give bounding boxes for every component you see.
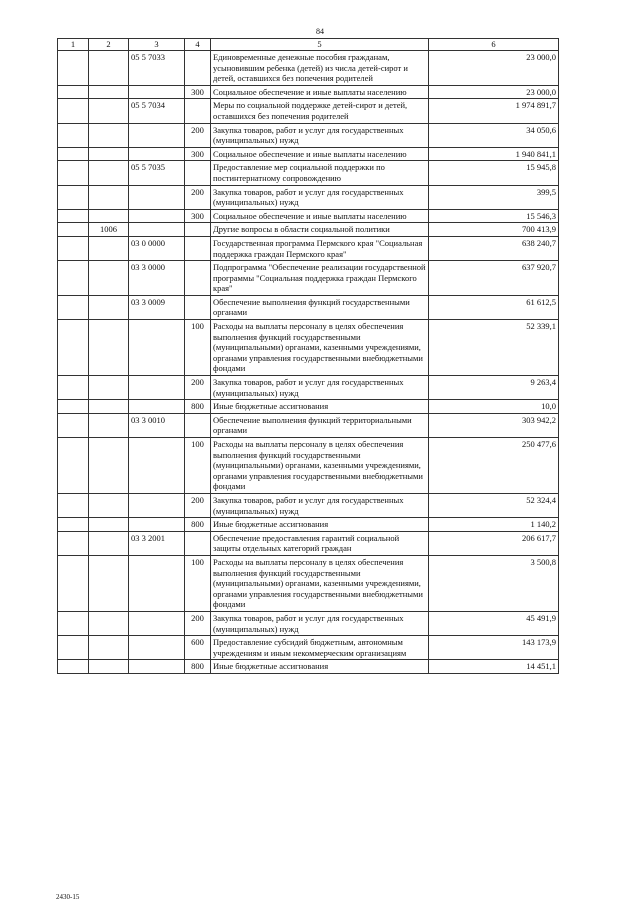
item-description: Закупка товаров, работ и услуг для государственных (муниципальных) нужд xyxy=(211,123,429,147)
expense-type-code xyxy=(185,236,211,260)
expense-type-code: 600 xyxy=(185,636,211,660)
item-description: Социальное обеспечение и иные выплаты населению xyxy=(211,85,429,99)
item-description: Закупка товаров, работ и услуг для государственных (муниципальных) нужд xyxy=(211,376,429,400)
item-description: Обеспечение предоставления гарантий социальной защиты отдельных категорий граждан xyxy=(211,531,429,555)
amount-value: 3 500,8 xyxy=(429,555,559,611)
cell-col1 xyxy=(58,438,89,494)
section-code xyxy=(89,438,129,494)
expense-type-code: 200 xyxy=(185,493,211,517)
amount-value: 23 000,0 xyxy=(429,51,559,86)
cell-col1 xyxy=(58,99,89,123)
amount-value: 206 617,7 xyxy=(429,531,559,555)
section-code xyxy=(89,660,129,674)
amount-value: 52 339,1 xyxy=(429,320,559,376)
target-article-code: 05 5 7034 xyxy=(129,99,185,123)
expense-type-code xyxy=(185,161,211,185)
cell-col1 xyxy=(58,413,89,437)
table-row xyxy=(58,99,559,123)
target-article-code xyxy=(129,555,185,611)
target-article-code: 05 5 7035 xyxy=(129,161,185,185)
item-description: Иные бюджетные ассигнования xyxy=(211,400,429,414)
section-code xyxy=(89,493,129,517)
item-description: Меры по социальной поддержке детей-сирот и детей, оставшихся без попечения родителей xyxy=(211,99,429,123)
table-row xyxy=(58,531,559,555)
section-code xyxy=(89,320,129,376)
expense-type-code: 100 xyxy=(185,555,211,611)
amount-value: 303 942,2 xyxy=(429,413,559,437)
amount-value: 1 140,2 xyxy=(429,518,559,532)
table-row xyxy=(58,611,559,635)
target-article-code xyxy=(129,400,185,414)
item-description: Закупка товаров, работ и услуг для государственных (муниципальных) нужд xyxy=(211,611,429,635)
expense-type-code: 100 xyxy=(185,438,211,494)
table-row xyxy=(58,85,559,99)
target-article-code xyxy=(129,185,185,209)
table-row xyxy=(58,261,559,296)
target-article-code: 03 3 2001 xyxy=(129,531,185,555)
column-header: 4 xyxy=(185,39,211,51)
column-header: 3 xyxy=(129,39,185,51)
target-article-code: 03 3 0010 xyxy=(129,413,185,437)
section-code xyxy=(89,185,129,209)
target-article-code xyxy=(129,611,185,635)
cell-col1 xyxy=(58,295,89,319)
amount-value: 143 173,9 xyxy=(429,636,559,660)
item-description: Социальное обеспечение и иные выплаты населению xyxy=(211,209,429,223)
table-row xyxy=(58,636,559,660)
section-code xyxy=(89,209,129,223)
amount-value: 14 451,1 xyxy=(429,660,559,674)
cell-col1 xyxy=(58,400,89,414)
amount-value: 1 974 891,7 xyxy=(429,99,559,123)
amount-value: 250 477,6 xyxy=(429,438,559,494)
table-row xyxy=(58,185,559,209)
section-code xyxy=(89,413,129,437)
item-description: Государственная программа Пермского края "Социальная поддержка граждан Пермского края" xyxy=(211,236,429,260)
section-code xyxy=(89,161,129,185)
cell-col1 xyxy=(58,518,89,532)
section-code xyxy=(89,123,129,147)
table-row xyxy=(58,161,559,185)
target-article-code xyxy=(129,320,185,376)
cell-col1 xyxy=(58,51,89,86)
amount-value: 638 240,7 xyxy=(429,236,559,260)
cell-col1 xyxy=(58,320,89,376)
cell-col1 xyxy=(58,261,89,296)
target-article-code xyxy=(129,660,185,674)
section-code xyxy=(89,236,129,260)
section-code xyxy=(89,51,129,86)
expense-type-code: 300 xyxy=(185,85,211,99)
target-article-code xyxy=(129,123,185,147)
amount-value: 15 546,3 xyxy=(429,209,559,223)
table-row xyxy=(58,209,559,223)
target-article-code: 03 3 0009 xyxy=(129,295,185,319)
expense-type-code: 200 xyxy=(185,376,211,400)
cell-col1 xyxy=(58,611,89,635)
target-article-code xyxy=(129,85,185,99)
cell-col1 xyxy=(58,123,89,147)
table-row xyxy=(58,400,559,414)
cell-col1 xyxy=(58,236,89,260)
section-code xyxy=(89,636,129,660)
table-body xyxy=(58,51,559,674)
target-article-code xyxy=(129,518,185,532)
cell-col1 xyxy=(58,209,89,223)
expense-type-code xyxy=(185,51,211,86)
table-row xyxy=(58,518,559,532)
section-code xyxy=(89,147,129,161)
expense-type-code: 800 xyxy=(185,518,211,532)
item-description: Закупка товаров, работ и услуг для государственных (муниципальных) нужд xyxy=(211,185,429,209)
table-row xyxy=(58,223,559,237)
target-article-code: 05 5 7033 xyxy=(129,51,185,86)
column-header: 5 xyxy=(211,39,429,51)
table-row xyxy=(58,376,559,400)
target-article-code xyxy=(129,209,185,223)
item-description: Иные бюджетные ассигнования xyxy=(211,660,429,674)
target-article-code xyxy=(129,438,185,494)
cell-col1 xyxy=(58,555,89,611)
section-code: 1006 xyxy=(89,223,129,237)
expense-type-code: 100 xyxy=(185,320,211,376)
item-description: Другие вопросы в области социальной политики xyxy=(211,223,429,237)
amount-value: 399,5 xyxy=(429,185,559,209)
header-row xyxy=(58,39,559,51)
section-code xyxy=(89,555,129,611)
page-number: 84 xyxy=(316,27,324,36)
amount-value: 23 000,0 xyxy=(429,85,559,99)
expense-type-code: 300 xyxy=(185,147,211,161)
expense-type-code: 300 xyxy=(185,209,211,223)
item-description: Расходы на выплаты персоналу в целях обеспечения выполнения функций государственными (муниципальными) органами, казенными учреждениями, органами управления государственными внебюджетными фондами xyxy=(211,320,429,376)
expense-type-code: 800 xyxy=(185,400,211,414)
cell-col1 xyxy=(58,185,89,209)
table-row xyxy=(58,413,559,437)
target-article-code xyxy=(129,223,185,237)
target-article-code xyxy=(129,147,185,161)
amount-value: 34 050,6 xyxy=(429,123,559,147)
table-row xyxy=(58,236,559,260)
target-article-code: 03 3 0000 xyxy=(129,261,185,296)
document-code: 2430-15 xyxy=(56,893,80,901)
item-description: Обеспечение выполнения функций государственными органами xyxy=(211,295,429,319)
expense-type-code xyxy=(185,261,211,296)
item-description: Обеспечение выполнения функций территориальными органами xyxy=(211,413,429,437)
amount-value: 700 413,9 xyxy=(429,223,559,237)
table-row xyxy=(58,555,559,611)
cell-col1 xyxy=(58,147,89,161)
column-header: 2 xyxy=(89,39,129,51)
table-row xyxy=(58,147,559,161)
table-row xyxy=(58,320,559,376)
item-description: Предоставление мер социальной поддержки по постинтернатному сопровождению xyxy=(211,161,429,185)
cell-col1 xyxy=(58,376,89,400)
expense-type-code xyxy=(185,531,211,555)
amount-value: 45 491,9 xyxy=(429,611,559,635)
amount-value: 61 612,5 xyxy=(429,295,559,319)
target-article-code xyxy=(129,636,185,660)
amount-value: 15 945,8 xyxy=(429,161,559,185)
expense-type-code: 200 xyxy=(185,185,211,209)
expense-type-code xyxy=(185,295,211,319)
cell-col1 xyxy=(58,660,89,674)
amount-value: 637 920,7 xyxy=(429,261,559,296)
expense-type-code xyxy=(185,413,211,437)
section-code xyxy=(89,99,129,123)
expense-type-code: 200 xyxy=(185,611,211,635)
budget-table xyxy=(57,38,559,674)
section-code xyxy=(89,376,129,400)
expense-type-code: 800 xyxy=(185,660,211,674)
target-article-code: 03 0 0000 xyxy=(129,236,185,260)
amount-value: 9 263,4 xyxy=(429,376,559,400)
table-row xyxy=(58,660,559,674)
table-row xyxy=(58,493,559,517)
table-row xyxy=(58,123,559,147)
expense-type-code xyxy=(185,99,211,123)
target-article-code xyxy=(129,493,185,517)
item-description: Иные бюджетные ассигнования xyxy=(211,518,429,532)
section-code xyxy=(89,261,129,296)
section-code xyxy=(89,611,129,635)
cell-col1 xyxy=(58,223,89,237)
cell-col1 xyxy=(58,531,89,555)
section-code xyxy=(89,531,129,555)
column-header: 1 xyxy=(58,39,89,51)
section-code xyxy=(89,518,129,532)
cell-col1 xyxy=(58,161,89,185)
cell-col1 xyxy=(58,636,89,660)
section-code xyxy=(89,85,129,99)
cell-col1 xyxy=(58,85,89,99)
section-code xyxy=(89,400,129,414)
item-description: Расходы на выплаты персоналу в целях обеспечения выполнения функций государственными (муниципальными) органами, казенными учреждениями, органами управления государственными внебюджетными фондами xyxy=(211,555,429,611)
table-row xyxy=(58,438,559,494)
amount-value: 10,0 xyxy=(429,400,559,414)
item-description: Единовременные денежные пособия гражданам, усыновившим ребенка (детей) из числа детей-сирот и детей, оставшихся без попечения родителей xyxy=(211,51,429,86)
amount-value: 52 324,4 xyxy=(429,493,559,517)
expense-type-code xyxy=(185,223,211,237)
item-description: Подпрограмма "Обеспечение реализации государственной программы "Социальная поддержка граждан Пермского края" xyxy=(211,261,429,296)
expense-type-code: 200 xyxy=(185,123,211,147)
table-row xyxy=(58,295,559,319)
item-description: Закупка товаров, работ и услуг для государственных (муниципальных) нужд xyxy=(211,493,429,517)
item-description: Социальное обеспечение и иные выплаты населению xyxy=(211,147,429,161)
item-description: Предоставление субсидий бюджетным, автономным учреждениям и иным некоммерческим организациям xyxy=(211,636,429,660)
section-code xyxy=(89,295,129,319)
item-description: Расходы на выплаты персоналу в целях обеспечения выполнения функций государственными (муниципальными) органами, казенными учреждениями, органами управления государственными внебюджетными фондами xyxy=(211,438,429,494)
cell-col1 xyxy=(58,493,89,517)
amount-value: 1 940 841,1 xyxy=(429,147,559,161)
column-header: 6 xyxy=(429,39,559,51)
table-row xyxy=(58,51,559,86)
target-article-code xyxy=(129,376,185,400)
